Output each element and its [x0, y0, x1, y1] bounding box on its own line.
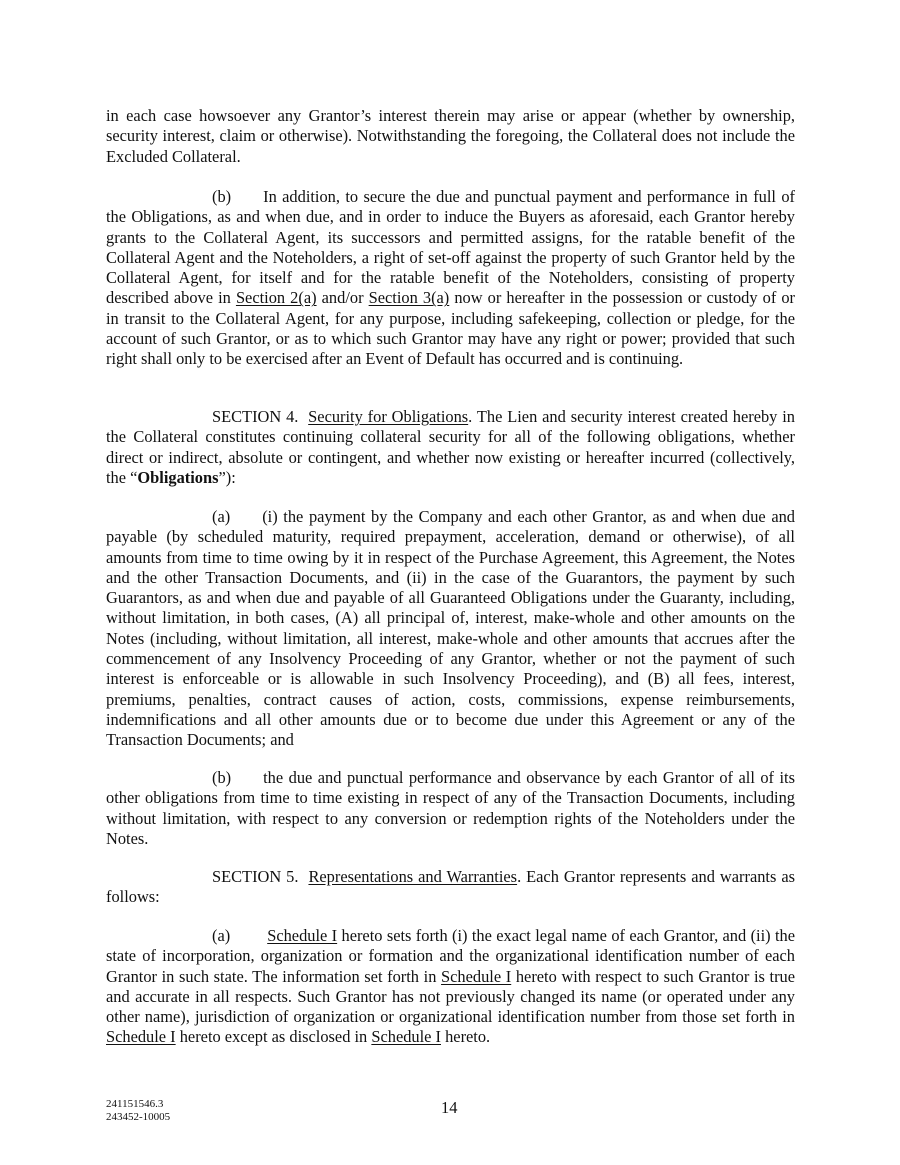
paragraph-3b-setoff: (b) In addition, to secure the due and punctual payment and performance in full of the Obligations, as and when due, and in order to induce the Buyers as aforesaid, each Grantor hereby grants to the Collateral Agent, its successors and permitted assigns, for the ratable benefit of the Collateral Agent and the Noteholders, a right of set-off against the property of such Grantor held by the Collateral Agent, for itself and for the ratable benefit of the Noteholders, consisting of property described above in Section 2(a) and/or Section 3(a) now or hereafter in the possession or custody of or in transit to the Collateral Agent, for any purpose, including safekeeping, collection or pledge, for the account of such Grantor, or as to which such Grantor may have any right or power; provided that such right shall only to be exercised after an Event of Default has occurred and is continuing.: [106, 187, 796, 369]
paragraph-4a: (a) (i) the payment by the Company and each other Grantor, as and when due and payable (by scheduled maturity, required prepayment, acceleration, demand or otherwise), of all amounts from time to time owing by it in respect of the Purchase Agreement, this Agreement, the Notes and the other Transaction Documents, and (ii) in the case of the Guarantors, the payment by such Guarantors, as and when due and payable of all Guaranteed Obligations under the Guaranty, including, without limitation, in both cases, (A) all principal of, interest, make-whole and other amounts on the Notes (including, without limitation, all interest, make-whole and other amounts that accrues after the commencement of any Insolvency Proceeding of any Grantor, whether or not the payment of such interest is enforceable or is allowable in such Insolvency Proceeding), and (B) all fees, interest, premiums, penalties, contract causes of action, costs, commissions, expense reimbursements, indemnifications and all other amounts due or to become due under this Agreement or any of the Transaction Documents; and: [106, 507, 795, 750]
clause-label-a: (a): [212, 926, 231, 945]
schedule-i-reference: Schedule I: [371, 1027, 441, 1047]
schedule-i-reference: Schedule I: [106, 1027, 176, 1047]
document-id-line-2: 243452-10005: [106, 1111, 171, 1123]
paragraph-5a: (a) Schedule I hereto sets forth (i) the exact legal name of each Grantor, and (ii) the state of incorporation, organization or formation and the organizational identification number of each Grantor in such state. The information set forth in Schedule I hereto with respect to such Grantor is true and accurate in all respects. Such Grantor has not previously changed its name (or operated under any other name), jurisdiction of organization or organizational identification number from those set forth in Schedule I hereto except as disclosed in Schedule I hereto.: [106, 926, 796, 1047]
document-id-line-1: 241151546.3: [106, 1098, 164, 1110]
paragraph-section-5: SECTION 5. Representations and Warranties. Each Grantor represents and warrants as follows:: [106, 867, 795, 907]
clause-label-b: (b): [212, 187, 232, 206]
schedule-i-reference: Schedule I: [441, 966, 512, 986]
section-3a-reference: Section 3(a): [368, 288, 450, 308]
section-4-heading: Security for Obligations: [308, 407, 469, 426]
defined-term-obligations: Obligations: [137, 467, 219, 487]
paragraph-4b: (b) the due and punctual performance and observance by each Grantor of all of its other obligations from time to time existing in respect of any of the Transaction Documents, including without limitation, with respect to any conversion or redemption rights of the Noteholders under the Notes.: [106, 768, 795, 848]
document-id-footer: [106, 1098, 170, 1124]
section-2a-reference: Section 2(a): [235, 288, 317, 308]
section-4-number: SECTION 4.: [212, 407, 299, 426]
schedule-i-reference: Schedule I: [267, 926, 338, 945]
paragraph-section-4: SECTION 4. Security for Obligations. The Lien and security interest created hereby in the Collateral constitutes continuing collateral security for all of the following obligations, whether direct or indirect, absolute or contingent, and whether now existing or hereafter incurred (collectively, the “Obligations”):: [106, 407, 796, 487]
clause-label-a: (a): [212, 507, 231, 526]
section-5-heading: Representations and Warranties: [308, 867, 518, 886]
page-number: 14: [441, 1098, 458, 1117]
section-5-number: SECTION 5.: [212, 867, 299, 886]
clause-label-b: (b): [212, 768, 232, 787]
paragraph-collateral-continuation: in each case howsoever any Grantor’s interest therein may arise or appear (whether by ownership, security interest, claim or otherwise). Notwithstanding the foregoing, the Collateral does not include the Excluded Collateral.: [106, 106, 795, 166]
